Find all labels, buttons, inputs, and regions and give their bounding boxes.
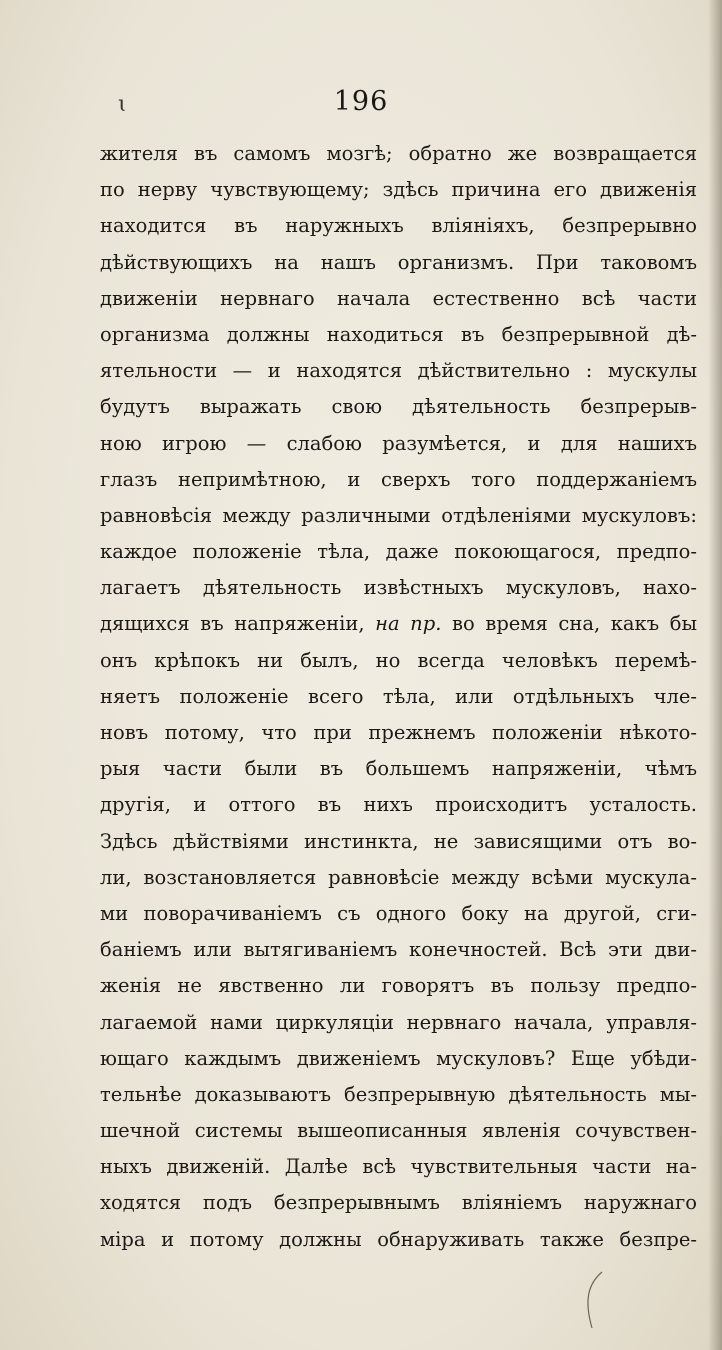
text-line-segment: ятельности — и находятся дѣйствительно : мускулы bbox=[100, 359, 697, 383]
text-line bbox=[100, 932, 697, 968]
text-line-segment: лагаетъ дѣятельность извѣстныхъ мускуловъ, нахо- bbox=[100, 576, 697, 600]
text-line bbox=[100, 860, 697, 896]
text-line bbox=[100, 498, 697, 534]
margin-mark: ɩ bbox=[118, 92, 127, 117]
text-line-segment: ли, возстановляется равновѣсіе между всѣми мускула- bbox=[100, 865, 697, 889]
text-line bbox=[100, 1005, 697, 1041]
text-line-segment: міра и потому должны обнаруживать также безпре- bbox=[100, 1227, 697, 1251]
text-line bbox=[100, 353, 697, 389]
text-line bbox=[100, 172, 697, 208]
text-line bbox=[100, 787, 697, 823]
text-line-segment: новъ потому, что при прежнемъ положеніи нѣкото- bbox=[100, 721, 697, 744]
text-line bbox=[100, 208, 697, 244]
text-line bbox=[100, 245, 697, 281]
text-line-segment: рыя части были въ большемъ напряженіи, чѣмъ bbox=[100, 757, 697, 781]
text-line-segment: дящихся въ напряженіи, bbox=[100, 612, 376, 636]
text-line-segment: шечной системы вышеописанныя явленія сочувствен- bbox=[100, 1119, 697, 1143]
text-line bbox=[100, 715, 697, 751]
text-line-segment: глазъ непримѣтною, и сверхъ того поддержаніемъ bbox=[100, 467, 697, 491]
text-line bbox=[100, 1113, 697, 1149]
text-line bbox=[100, 136, 697, 172]
text-line-segment: Здѣсь дѣйствіями инстинкта, не зависящими отъ во- bbox=[100, 829, 697, 853]
text-line bbox=[100, 317, 697, 353]
text-line bbox=[100, 1149, 697, 1185]
text-line-segment: будутъ выражать свою дѣятельность безпрерыв- bbox=[100, 395, 697, 419]
text-line bbox=[100, 896, 697, 932]
text-line bbox=[100, 968, 697, 1004]
text-line-segment: ющаго каждымъ движеніемъ мускуловъ? Еще убѣди- bbox=[100, 1046, 697, 1070]
text-line-segment: онъ крѣпокъ ни былъ, но всегда человѣкъ перемѣ- bbox=[100, 648, 697, 672]
text-line-segment: равновѣсія между различными отдѣленіями мускуловъ: bbox=[100, 503, 697, 527]
text-line bbox=[100, 462, 697, 498]
italic-abbreviation: на пр. bbox=[375, 612, 442, 636]
text-line-segment: движеніи нервнаго начала естественно всѣ части bbox=[100, 286, 697, 310]
body-text bbox=[100, 136, 697, 1258]
page-edge-shadow bbox=[708, 0, 722, 1350]
text-line-segment: организма должны находиться въ безпрерывной дѣ- bbox=[100, 322, 697, 346]
pen-scratch-mark bbox=[580, 1270, 610, 1330]
text-line-segment: ныхъ движеній. Далѣе всѣ чувствительныя части на- bbox=[100, 1155, 697, 1179]
text-line-segment: жителя въ самомъ мозгѣ; обратно же возвращается bbox=[100, 142, 697, 165]
text-line bbox=[100, 534, 697, 570]
text-line-segment: во время сна, какъ бы bbox=[441, 612, 697, 636]
text-line bbox=[100, 570, 697, 606]
text-line bbox=[100, 389, 697, 425]
text-line-segment: женія не явственно ли говорятъ въ пользу предпо- bbox=[100, 974, 697, 998]
text-line bbox=[100, 281, 697, 317]
text-line bbox=[100, 751, 697, 787]
text-line bbox=[100, 426, 697, 462]
text-line bbox=[100, 1185, 697, 1221]
text-line-segment: каждое положеніе тѣла, даже покоющагося, предпо- bbox=[100, 540, 697, 564]
text-line-segment: ходятся подъ безпрерывнымъ вліяніемъ наружнаго bbox=[100, 1191, 697, 1215]
text-line-segment: ною игрою — слабою разумѣется, и для нашихъ bbox=[100, 431, 697, 455]
text-line bbox=[100, 1041, 697, 1077]
text-line-segment: баніемъ или вытягиваніемъ конечностей. Всѣ эти дви- bbox=[100, 938, 697, 962]
text-line-segment: няетъ положеніе всего тѣла, или отдѣльныхъ чле- bbox=[100, 684, 697, 708]
text-line bbox=[100, 679, 697, 715]
text-line bbox=[100, 606, 697, 642]
text-line bbox=[100, 643, 697, 679]
text-line-segment: ми поворачиваніемъ съ одного боку на другой, сги- bbox=[100, 901, 697, 925]
text-line-segment: дѣйствующихъ на нашъ организмъ. При таковомъ bbox=[100, 250, 697, 274]
text-line-segment: тельнѣе доказываютъ безпрерывную дѣятельность мы- bbox=[100, 1082, 697, 1106]
text-line-segment: по нерву чувствующему; здѣсь причина его движенія bbox=[100, 178, 697, 202]
text-line-segment: лагаемой нами циркуляціи нервнаго начала, управля- bbox=[100, 1010, 697, 1034]
text-line-segment: другія, и оттого въ нихъ происходитъ усталость. bbox=[100, 793, 697, 817]
text-line bbox=[100, 1222, 697, 1258]
text-line bbox=[100, 1077, 697, 1113]
text-line bbox=[100, 824, 697, 860]
text-line-segment: находится въ наружныхъ вліяніяхъ, безпрерывно bbox=[100, 214, 697, 238]
page-number: 196 bbox=[333, 86, 389, 117]
